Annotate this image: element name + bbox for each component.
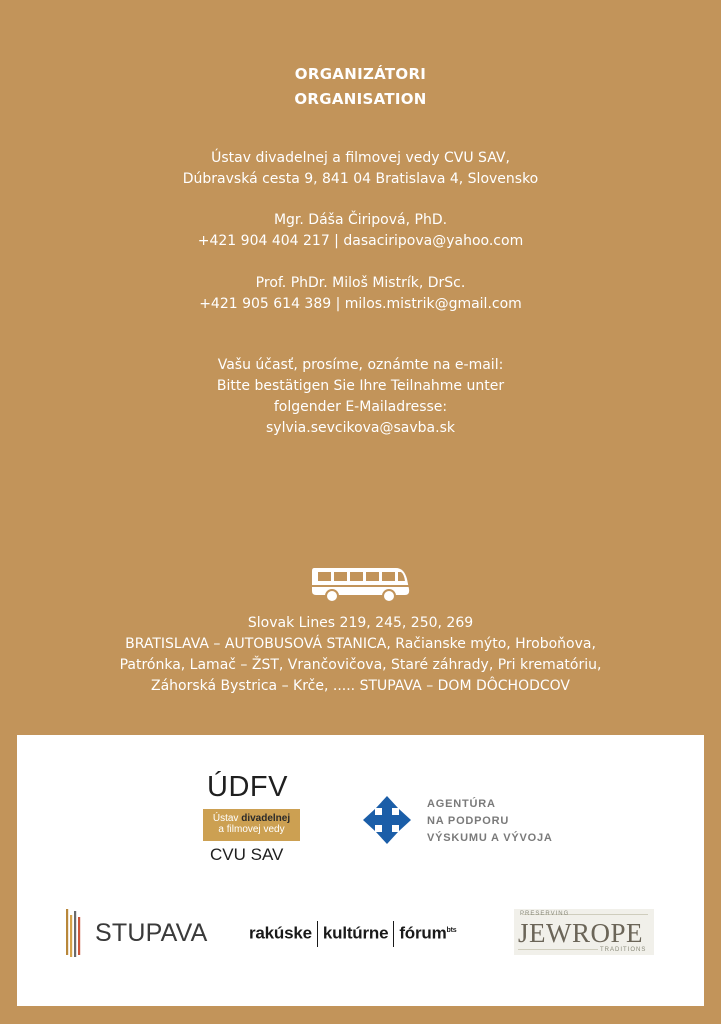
stupava-bars-icon	[65, 907, 83, 959]
sponsor-logos-panel	[17, 735, 704, 1006]
heading-slovak: ORGANIZÁTORI	[294, 65, 427, 83]
heading-english: ORGANISATION	[294, 90, 427, 108]
rsvp-line: Vašu účasť, prosíme, oznámte na e-mail:	[217, 357, 504, 373]
rkf-word: fórum	[399, 923, 447, 943]
udfv-subtitle: CVU SAV	[210, 845, 284, 864]
bus-icon	[310, 565, 411, 603]
contact-name: Mgr. Dáša Čiripová, PhD.	[273, 212, 448, 228]
stupava-name: STUPAVA	[95, 919, 208, 947]
jewrope-rule	[518, 949, 598, 950]
rkf-superscript: bts	[446, 927, 457, 934]
rkf-word: kultúrne	[322, 923, 389, 943]
address-line: Dúbravská cesta 9, 841 04 Bratislava 4, Slovensko	[182, 171, 539, 187]
udfv-box-text: Ústav	[212, 813, 242, 824]
udfv-box-text: vedy	[260, 824, 285, 835]
rsvp-email[interactable]: sylvia.sevcikova@savba.sk	[266, 420, 455, 436]
rkf-word: rakúske	[249, 923, 312, 943]
jewrope-logo	[514, 909, 654, 955]
udfv-title: ÚDFV	[207, 771, 288, 803]
contact-ciripova	[0, 210, 721, 252]
apvv-line: VÝSKUMU A VÝVOJA	[427, 832, 553, 844]
rkf-separator	[393, 921, 394, 947]
udfv-institute-box	[203, 809, 300, 841]
austrian-cultural-forum-logo	[249, 909, 479, 957]
rsvp-line: folgender E-Mailadresse:	[273, 399, 448, 415]
route-stops: BRATISLAVA – AUTOBUSOVÁ STANICA, Račianske mýto, Hroboňova,	[125, 636, 596, 652]
bus-route-info	[0, 613, 721, 697]
apvv-line: NA PODPORU	[427, 815, 510, 827]
institute-address	[0, 148, 721, 190]
udfv-box-bold: divadelnej	[241, 813, 291, 824]
apvv-name	[427, 796, 553, 847]
contact-phone-email[interactable]: +421 904 404 217 | dasaciripova@yahoo.com	[197, 233, 524, 249]
udfv-logo	[203, 771, 303, 871]
organizers-heading	[0, 62, 721, 112]
contact-name: Prof. PhDr. Miloš Mistrík, DrSc.	[255, 275, 466, 291]
rsvp-note	[0, 355, 721, 439]
route-stops: Záhorská Bystrica – Krče, ..... STUPAVA – DOM DÔCHODCOV	[150, 678, 570, 694]
apvv-line: AGENTÚRA	[427, 798, 496, 810]
address-line: Ústav divadelnej a filmovej vedy CVU SAV,	[211, 150, 510, 166]
bus-lines: Slovak Lines 219, 245, 250, 269	[247, 615, 474, 631]
route-stops: Patrónka, Lamač – ŽST, Vrančovičova, Staré záhrady, Pri krematóriu,	[119, 657, 602, 673]
rkf-name	[249, 919, 456, 947]
double-arrow-icon	[362, 795, 412, 845]
stupava-logo	[65, 907, 225, 959]
contact-phone-email[interactable]: +421 905 614 389 | milos.mistrik@gmail.com	[199, 296, 522, 312]
jewrope-name: JEWROPE	[518, 918, 643, 948]
contact-mistrik	[0, 273, 721, 315]
rsvp-line: Bitte bestätigen Sie Ihre Teilnahme unter	[216, 378, 505, 394]
jewrope-tagline-bottom: TRADITIONS	[600, 947, 647, 953]
rkf-separator	[317, 921, 318, 947]
apvv-logo	[362, 795, 582, 845]
jewrope-tagline-top: PRESERVING	[520, 911, 570, 917]
udfv-box-text: a filmovej	[218, 824, 261, 835]
